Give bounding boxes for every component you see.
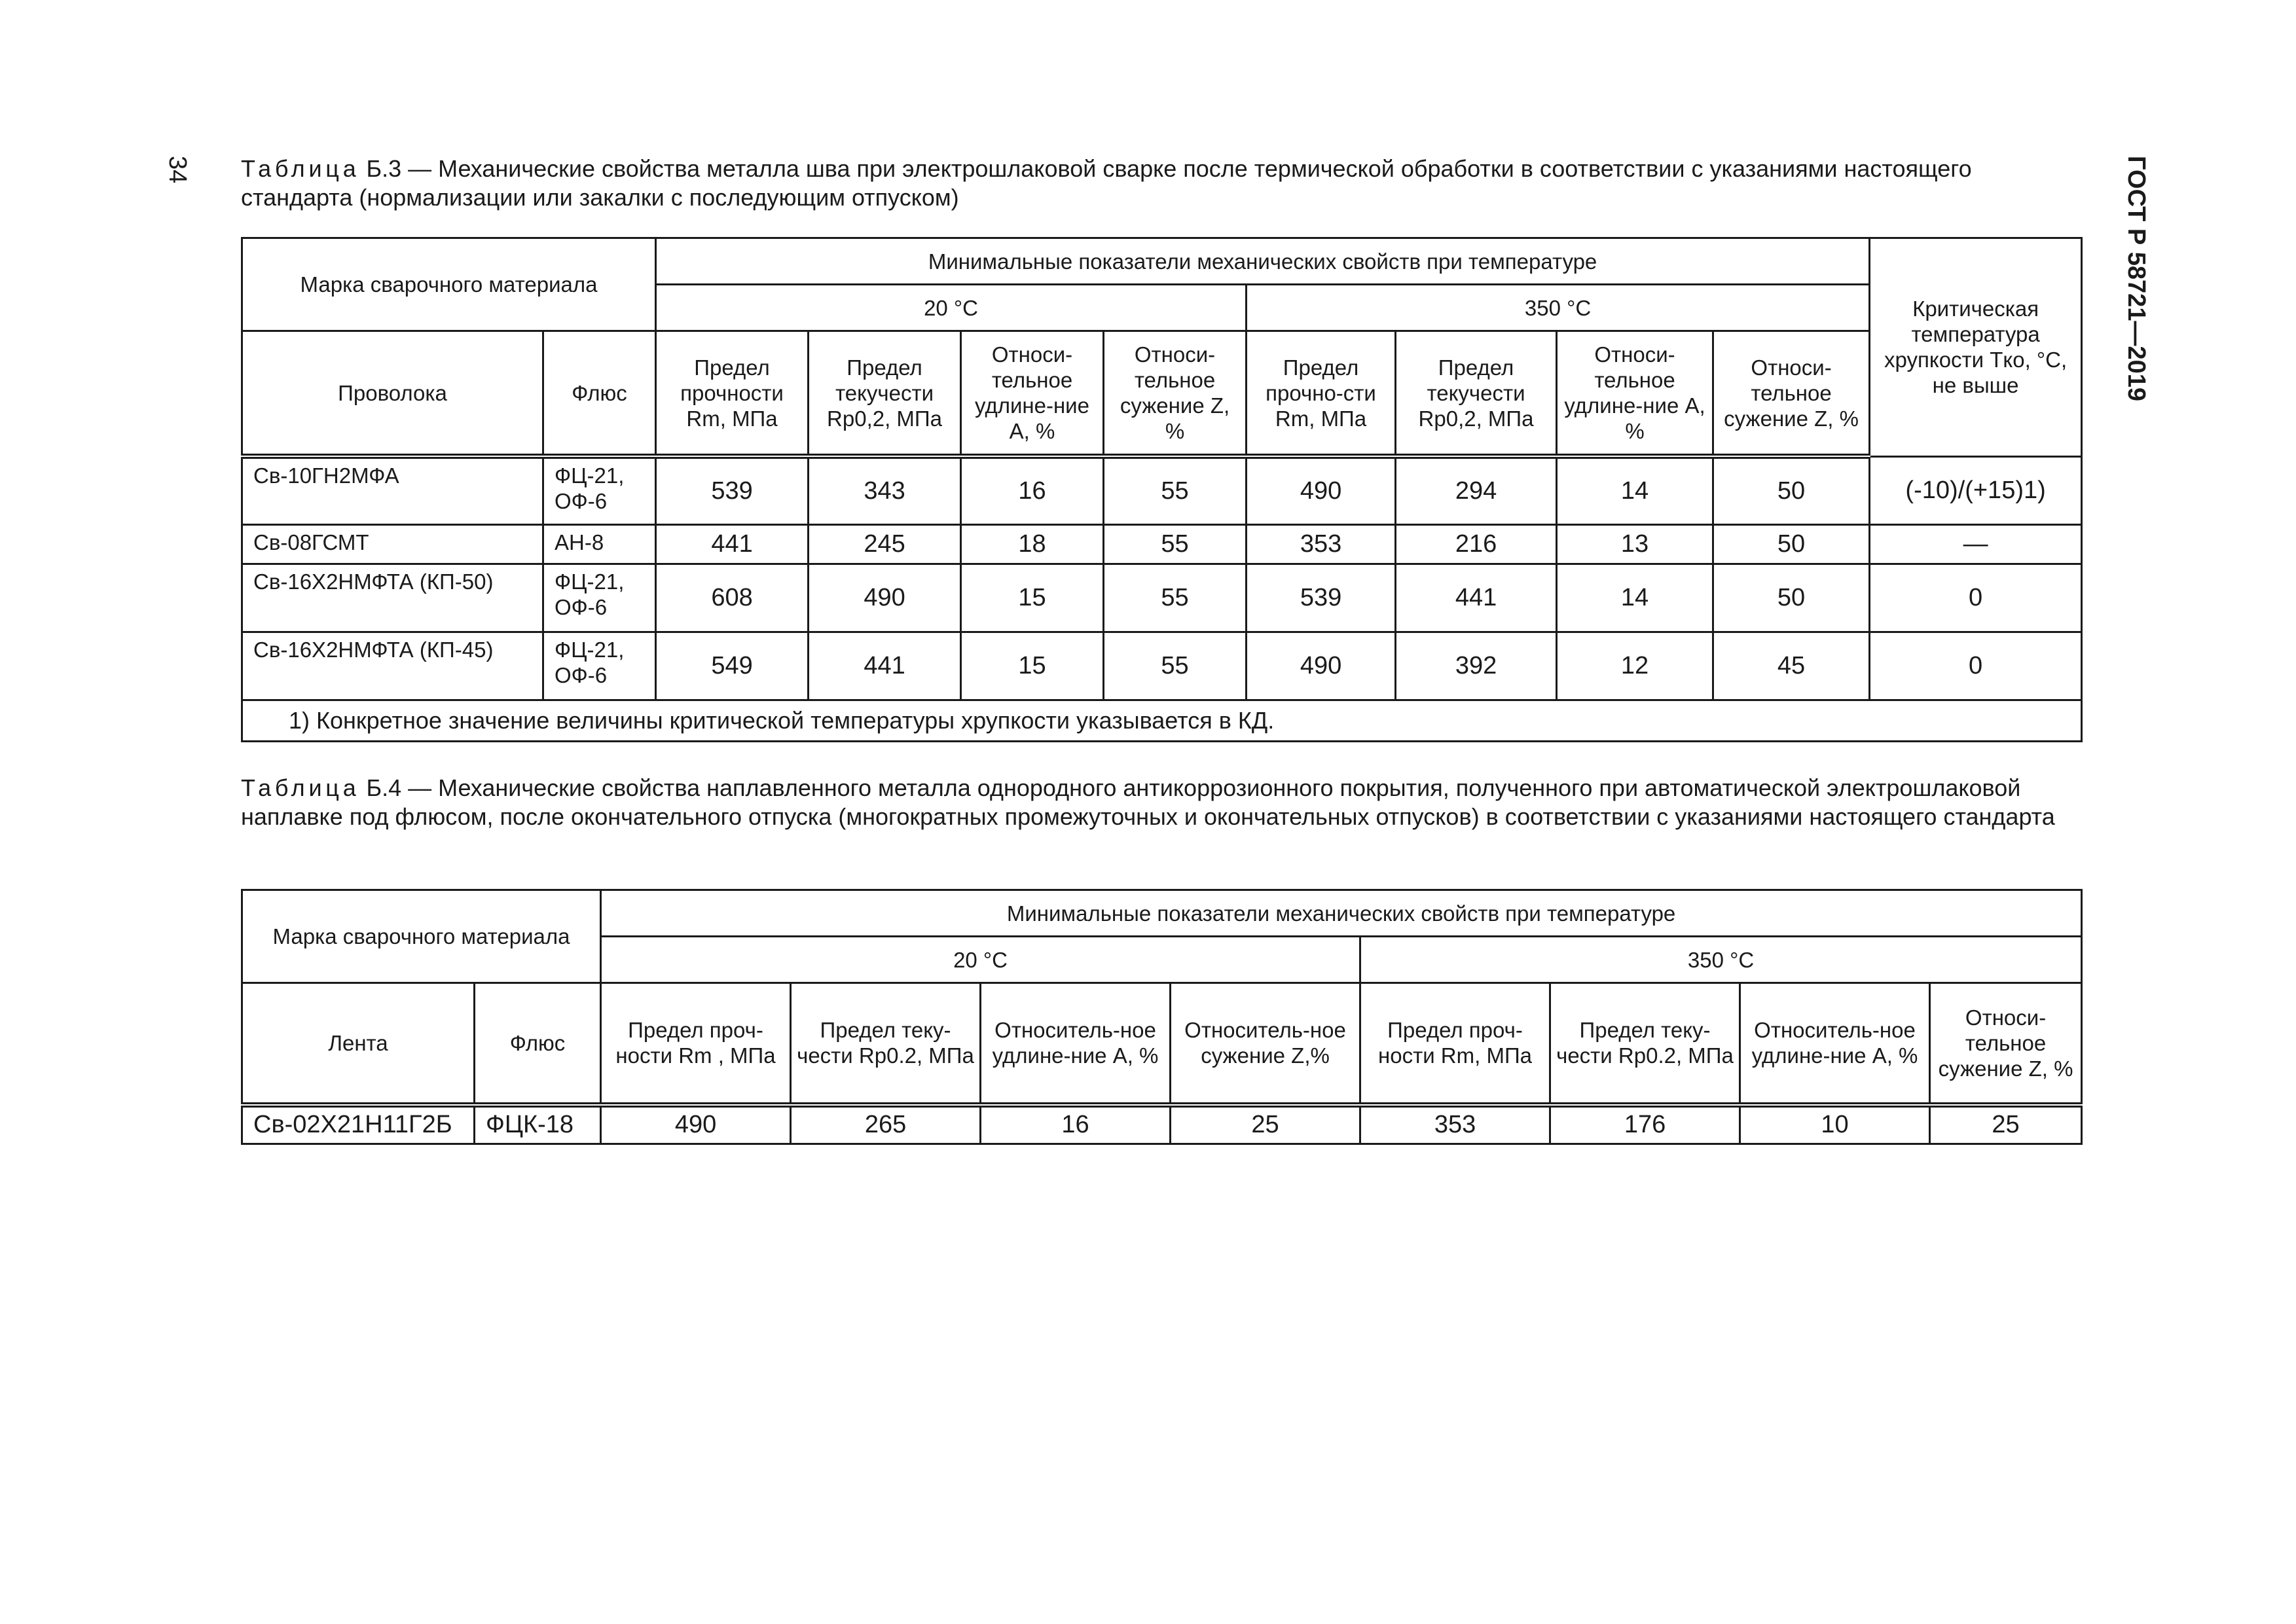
- cell-wire: Св-08ГСМТ: [242, 524, 543, 564]
- b4-header-z-20: Относитель-ное сужение Z,%: [1171, 983, 1360, 1105]
- cell-value: 50: [1713, 564, 1870, 632]
- cell-value: 10: [1740, 1105, 1930, 1144]
- b4-header-rp-350: Предел теку-чести Rp0.2, МПа: [1550, 983, 1740, 1105]
- table-b4-caption-text: Б.4 — Механические свойства наплавленного металла однородного антикоррозионного покрытия, полученного при автоматической электрошлаковой наплавке под флюсом, после окончательного отпуска (многократных промежуточных и окончательных отпусков) в соответствии с указаниями настоящего стандарта: [241, 774, 2055, 830]
- cell-value: 343: [809, 456, 961, 524]
- cell-value: 25: [1930, 1105, 2082, 1144]
- cell-flux: ФЦК-18: [475, 1105, 601, 1144]
- cell-value: 353: [1247, 524, 1396, 564]
- cell-value: 45: [1713, 632, 1870, 700]
- cell-wire: Св-16Х2НМФТА (КП-50): [242, 564, 543, 632]
- cell-value: 392: [1396, 632, 1557, 700]
- cell-value: 55: [1104, 524, 1247, 564]
- b4-header-a-20: Относитель-ное удлине-ние A, %: [981, 983, 1171, 1105]
- cell-wire: Св-10ГН2МФА: [242, 456, 543, 524]
- cell-flux: АН-8: [543, 524, 656, 564]
- cell-value: 549: [656, 632, 809, 700]
- cell-wire: Св-16Х2НМФТА (КП-45): [242, 632, 543, 700]
- table-row: [242, 564, 2082, 632]
- document-code: ГОСТ Р 58721—2019: [2123, 156, 2150, 401]
- b4-header-a-350: Относитель-ное удлине-ние A, %: [1740, 983, 1930, 1105]
- b4-header-rp-20: Предел теку-чести Rp0.2, МПа: [791, 983, 981, 1105]
- table-row: [242, 456, 2082, 524]
- b3-body: [242, 456, 2082, 700]
- cell-value: 490: [1247, 456, 1396, 524]
- b3-header-rp-20: Предел текучести Rp0,2, МПа: [809, 331, 961, 457]
- table-b3-caption-text: Б.3 — Механические свойства металла шва при электрошлаковой сварке после термической обработки в соответствии с указаниями настоящего стандарта (нормализации или закалки с последующим отпуском): [241, 155, 1972, 211]
- b4-header-min-props: Минимальные показатели механических свойств при температуре: [601, 890, 2082, 937]
- table-b3: [241, 237, 2083, 742]
- table-b3-caption: [241, 154, 2081, 212]
- b3-header-rp-350: Предел текучести Rp0,2, МПа: [1396, 331, 1557, 457]
- cell-value: 18: [961, 524, 1104, 564]
- cell-value: 15: [961, 632, 1104, 700]
- cell-value: 441: [656, 524, 809, 564]
- cell-value: 216: [1396, 524, 1557, 564]
- b3-header-temp-20: 20 °C: [656, 285, 1247, 331]
- cell-value: 294: [1396, 456, 1557, 524]
- b4-header-strip: Лента: [242, 983, 475, 1105]
- b4-header-flux: Флюс: [475, 983, 601, 1105]
- b4-body: [242, 1105, 2082, 1144]
- cell-critical-temp: (-10)/(+15)1): [1870, 456, 2082, 524]
- b3-header-min-props: Минимальные показатели механических свойств при температуре: [656, 238, 1870, 285]
- cell-critical-temp: 0: [1870, 632, 2082, 700]
- cell-critical-temp: 0: [1870, 564, 2082, 632]
- cell-flux: ФЦ-21, ОФ-6: [543, 564, 656, 632]
- table-row: [242, 632, 2082, 700]
- cell-value: 353: [1360, 1105, 1550, 1144]
- b3-header-critical-temp: Критическая температура хрупкости Tко, °С, не выше: [1870, 238, 2082, 457]
- cell-value: 490: [809, 564, 961, 632]
- table-row: [242, 1105, 2082, 1144]
- b4-header-material: Марка сварочного материала: [242, 890, 601, 983]
- b3-header-flux: Флюс: [543, 331, 656, 457]
- cell-value: 15: [961, 564, 1104, 632]
- table-b4-caption-label: Таблица: [241, 774, 360, 801]
- cell-value: 176: [1550, 1105, 1740, 1144]
- cell-value: 539: [656, 456, 809, 524]
- b4-header-temp-20: 20 °C: [601, 937, 1360, 983]
- table-b4-caption: [241, 774, 2081, 831]
- cell-value: 12: [1557, 632, 1713, 700]
- cell-value: 50: [1713, 456, 1870, 524]
- b3-header-z-20: Относи-тельное сужение Z, %: [1104, 331, 1247, 457]
- b4-header-temp-350: 350 °C: [1360, 937, 2082, 983]
- table-b4: [241, 889, 2083, 1145]
- cell-value: 441: [1396, 564, 1557, 632]
- b3-header-rm-20: Предел прочности Rm, МПа: [656, 331, 809, 457]
- cell-value: 608: [656, 564, 809, 632]
- b3-header-material: Марка сварочного материала: [242, 238, 656, 331]
- b3-header-a-20: Относи-тельное удлине-ние A, %: [961, 331, 1104, 457]
- b3-header-a-350: Относи-тельное удлине-ние A, %: [1557, 331, 1713, 457]
- page-number: 34: [164, 156, 191, 184]
- b3-header-temp-350: 350 °C: [1247, 285, 1870, 331]
- table-row: [242, 524, 2082, 564]
- cell-flux: ФЦ-21, ОФ-6: [543, 632, 656, 700]
- cell-value: 16: [961, 456, 1104, 524]
- cell-value: 16: [981, 1105, 1171, 1144]
- cell-value: 490: [1247, 632, 1396, 700]
- table-b3-caption-label: Таблица: [241, 155, 360, 182]
- cell-value: 13: [1557, 524, 1713, 564]
- cell-value: 55: [1104, 564, 1247, 632]
- b3-header-wire: Проволока: [242, 331, 543, 457]
- cell-value: 490: [601, 1105, 791, 1144]
- b4-header-z-350: Относи-тельное сужение Z, %: [1930, 983, 2082, 1105]
- cell-value: 55: [1104, 632, 1247, 700]
- cell-value: 55: [1104, 456, 1247, 524]
- cell-strip: Св-02Х21Н11Г2Б: [242, 1105, 475, 1144]
- b3-footnote: 1) Конкретное значение величины критической температуры хрупкости указывается в КД.: [242, 700, 2082, 741]
- cell-value: 14: [1557, 564, 1713, 632]
- b4-header-rm-350: Предел проч-ности Rm, МПа: [1360, 983, 1550, 1105]
- cell-critical-temp: —: [1870, 524, 2082, 564]
- cell-value: 25: [1171, 1105, 1360, 1144]
- b4-header-rm-20: Предел проч-ности Rm , МПа: [601, 983, 791, 1105]
- cell-value: 441: [809, 632, 961, 700]
- cell-value: 50: [1713, 524, 1870, 564]
- cell-value: 539: [1247, 564, 1396, 632]
- cell-value: 265: [791, 1105, 981, 1144]
- b3-header-z-350: Относи-тельное сужение Z, %: [1713, 331, 1870, 457]
- b3-header-rm-350: Предел прочно-сти Rm, МПа: [1247, 331, 1396, 457]
- cell-value: 14: [1557, 456, 1713, 524]
- cell-flux: ФЦ-21, ОФ-6: [543, 456, 656, 524]
- cell-value: 245: [809, 524, 961, 564]
